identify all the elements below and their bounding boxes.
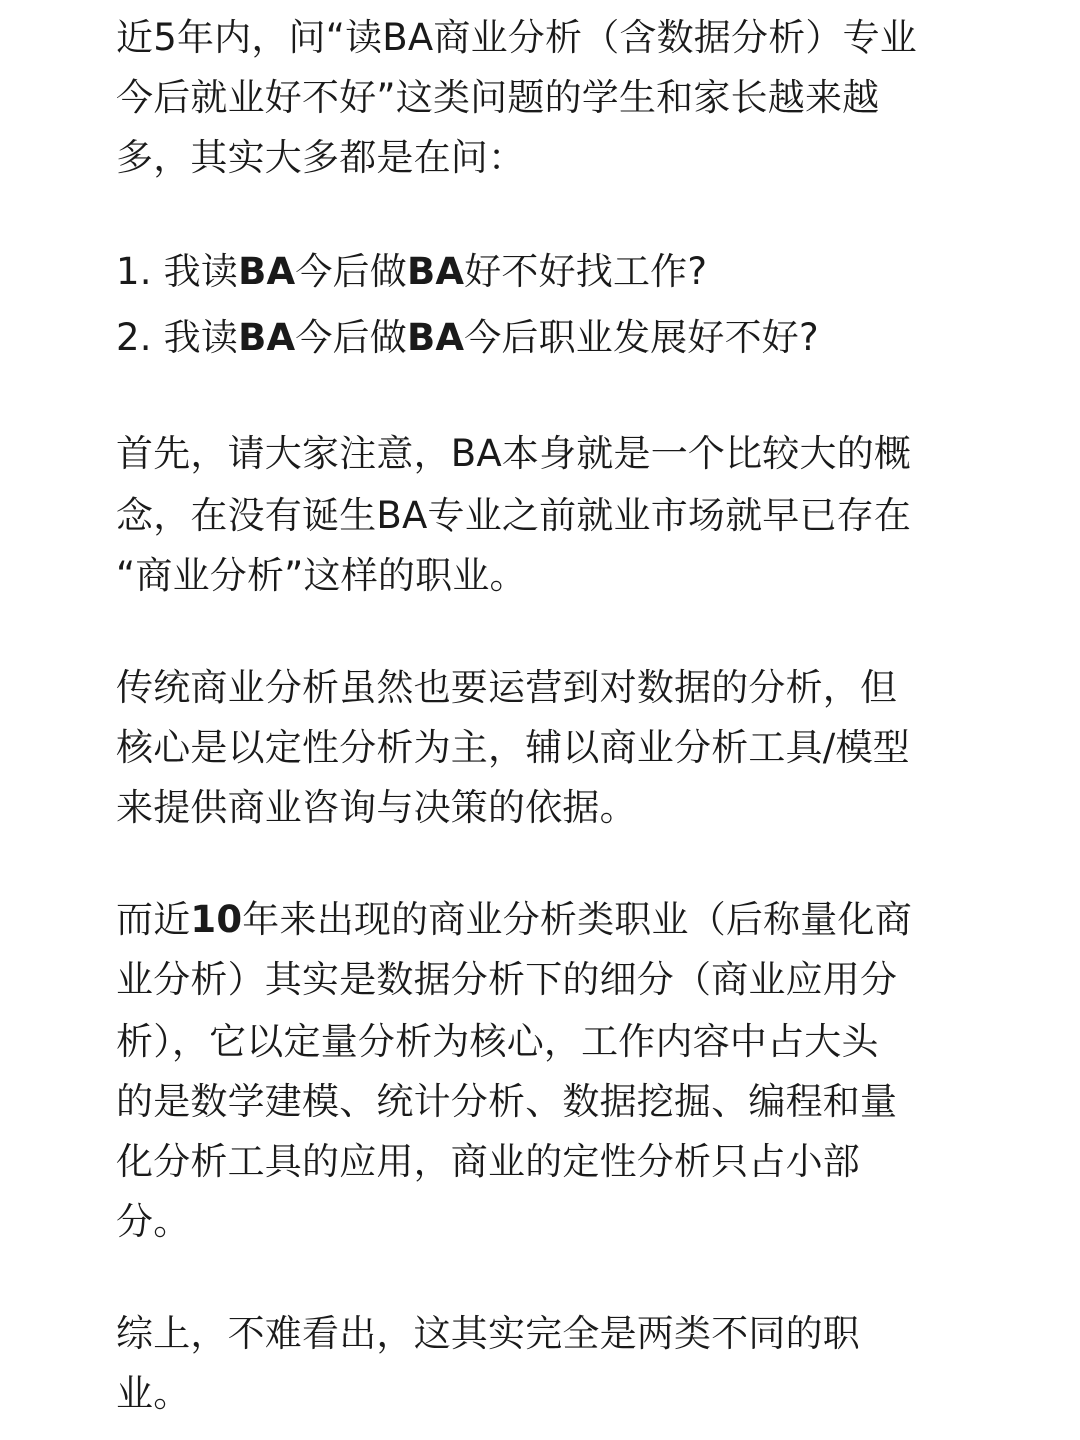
list-text: 我读 bbox=[163, 316, 239, 359]
list-bold-term: BA bbox=[406, 250, 465, 293]
paragraph-line: 分。 bbox=[116, 1200, 191, 1243]
paragraph-line: 业。 bbox=[116, 1372, 191, 1415]
paragraph-line: “商业分析”这样的职业。 bbox=[116, 554, 527, 597]
intro-line: 多，其实大多都是在问： bbox=[116, 136, 526, 179]
list-item bbox=[116, 242, 707, 302]
bold-number: 10 bbox=[190, 898, 243, 941]
paragraph-line: 化分析工具的应用，商业的定性分析只占小部 bbox=[116, 1140, 860, 1183]
list-item bbox=[116, 308, 819, 368]
paragraph-text: 年来出现的商业分析类职业（后称量化商 bbox=[242, 898, 912, 941]
list-text: 今后做 bbox=[295, 250, 407, 293]
paragraph-line: 的是数学建模、统计分析、数据挖掘、编程和量 bbox=[116, 1080, 898, 1123]
paragraph-line: 核心是以定性分析为主，辅以商业分析工具/模型 bbox=[116, 726, 910, 769]
list-text: 好不好找工作? bbox=[464, 250, 708, 293]
list-bold-term: BA bbox=[406, 316, 465, 359]
paragraph-line: 业分析）其实是数据分析下的细分（商业应用分 bbox=[116, 958, 898, 1001]
article-body bbox=[116, 0, 966, 1440]
paragraph-line bbox=[116, 890, 912, 950]
paragraph-text: 而近 bbox=[116, 898, 191, 941]
paragraph-line: 传统商业分析虽然也要运营到对数据的分析，但 bbox=[116, 666, 898, 709]
list-text: 今后做 bbox=[295, 316, 407, 359]
paragraph-line: 念，在没有诞生BA专业之前就业市场就早已存在 bbox=[116, 494, 912, 537]
list-text: 我读 bbox=[163, 250, 239, 293]
list-number: 2. bbox=[116, 316, 152, 359]
paragraph-line: 首先，请大家注意，BA本身就是一个比较大的概 bbox=[116, 432, 912, 475]
list-bold-term: BA bbox=[238, 250, 296, 293]
paragraph-line: 析），它以定量分析为核心，工作内容中占大头 bbox=[116, 1020, 879, 1063]
list-number: 1. bbox=[116, 250, 152, 293]
list-text: 今后职业发展好不好? bbox=[464, 316, 819, 359]
paragraph-line: 综上，不难看出，这其实完全是两类不同的职 bbox=[116, 1312, 860, 1355]
paragraph-line: 来提供商业咨询与决策的依据。 bbox=[116, 786, 637, 829]
intro-line: 今后就业好不好”这类问题的学生和家长越来越 bbox=[116, 76, 880, 119]
intro-line: 近5年内，问“读BA商业分析（含数据分析）专业 bbox=[116, 16, 918, 59]
list-bold-term: BA bbox=[238, 316, 296, 359]
